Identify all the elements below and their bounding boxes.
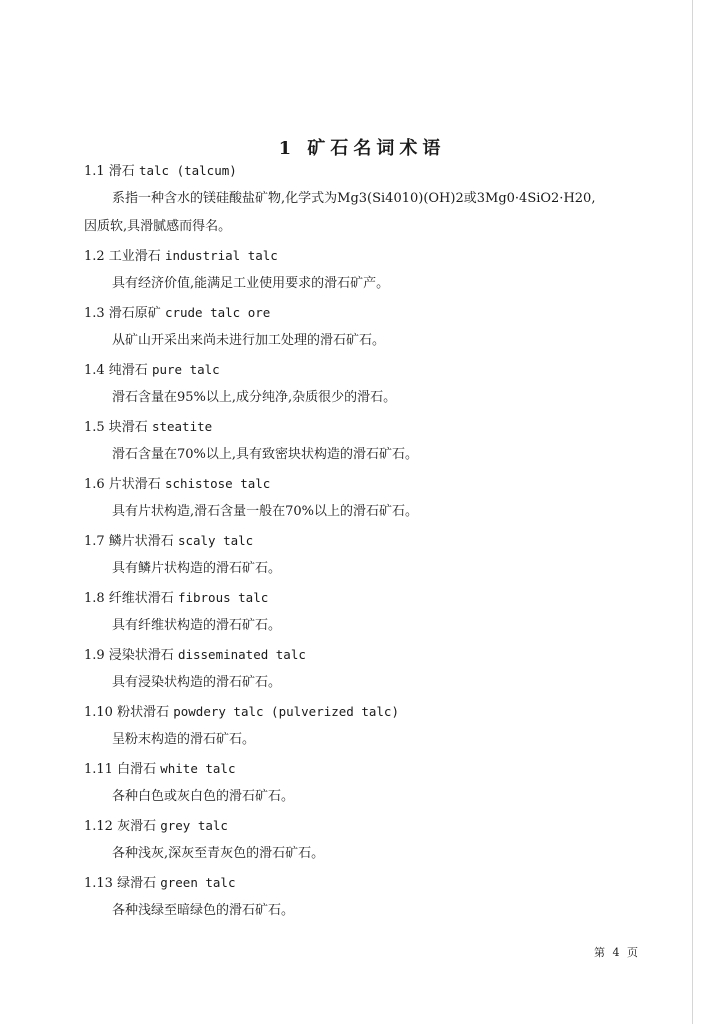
term-definition <box>84 327 684 355</box>
term-number-cn: 1.12 灰滑石 <box>84 819 161 834</box>
term-english: industrial talc <box>164 248 278 263</box>
definition-line: 各种白色或灰白色的滑石矿石。 <box>112 789 295 804</box>
term-number-cn: 1.13 绿滑石 <box>84 876 161 891</box>
term-number-cn: 1.4 纯滑石 <box>84 363 152 378</box>
term-definition <box>84 555 684 583</box>
term-entry-1-3 <box>84 298 684 355</box>
term-entry-1-10 <box>84 697 684 754</box>
term-definition <box>84 726 684 754</box>
term-heading <box>84 697 684 726</box>
term-number-cn: 1.2 工业滑石 <box>84 249 165 264</box>
term-heading <box>84 811 684 840</box>
term-english: crude talc ore <box>164 305 271 320</box>
definition-line: 各种浅绿至暗绿色的滑石矿石。 <box>112 903 295 918</box>
definition-line: 滑石含量在95%以上,成分纯净,杂质很少的滑石。 <box>112 390 397 405</box>
term-number-cn: 1.8 纤维状滑石 <box>84 591 178 606</box>
term-entry-1-9 <box>84 640 684 697</box>
term-definition <box>84 384 684 412</box>
term-heading <box>84 469 684 498</box>
term-english: schistose talc <box>164 476 271 491</box>
term-english: talc (talcum) <box>138 163 237 178</box>
term-definition <box>84 783 684 811</box>
term-heading <box>84 156 684 185</box>
term-entry-1-12 <box>84 811 684 868</box>
term-english: scaly talc <box>177 533 254 548</box>
term-heading <box>84 298 684 327</box>
term-entry-1-6 <box>84 469 684 526</box>
definition-line: 系指一种含水的镁硅酸盐矿物,化学式为Mg3(Si4010)(OH)2或3Mg0·4SiO2·H20, <box>112 191 596 206</box>
definition-line: 具有纤维状构造的滑石矿石。 <box>112 618 282 633</box>
term-entry-1-5 <box>84 412 684 469</box>
term-definition <box>84 441 684 469</box>
definition-line: 具有浸染状构造的滑石矿石。 <box>112 675 282 690</box>
term-english: powdery talc (pulverized talc) <box>173 704 399 719</box>
term-number-cn: 1.6 片状滑石 <box>84 477 165 492</box>
term-number-cn: 1.9 浸染状滑石 <box>84 648 178 663</box>
definition-line: 从矿山开采出来尚未进行加工处理的滑石矿石。 <box>112 333 386 348</box>
definition-line: 各种浅灰,深灰至青灰色的滑石矿石。 <box>112 846 325 861</box>
term-entry-1-11 <box>84 754 684 811</box>
term-entry-1-7 <box>84 526 684 583</box>
term-definition <box>84 840 684 868</box>
term-heading <box>84 241 684 270</box>
term-english: green talc <box>160 875 236 890</box>
term-entry-1-1 <box>84 156 684 241</box>
definition-line: 具有片状构造,滑石含量一般在70%以上的滑石矿石。 <box>112 504 419 519</box>
term-heading <box>84 412 684 441</box>
term-english: steatite <box>151 419 213 434</box>
term-number-cn: 1.11 白滑石 <box>84 762 161 777</box>
term-english: disseminated talc <box>177 647 306 662</box>
page-number: 第 4 页 <box>594 946 640 959</box>
term-english: white talc <box>160 761 236 776</box>
term-entry-1-2 <box>84 241 684 298</box>
term-entry-1-8 <box>84 583 684 640</box>
term-definition <box>84 897 684 925</box>
definition-line: 具有经济价值,能满足工业使用要求的滑石矿产。 <box>112 276 390 291</box>
term-english: fibrous talc <box>177 590 269 605</box>
definition-line: 具有鳞片状构造的滑石矿石。 <box>112 561 282 576</box>
term-definition <box>84 270 684 298</box>
term-definition <box>84 498 684 526</box>
term-heading <box>84 355 684 384</box>
term-heading <box>84 526 684 555</box>
term-definition <box>84 612 684 640</box>
term-heading <box>84 640 684 669</box>
term-number-cn: 1.5 块滑石 <box>84 420 152 435</box>
term-number-cn: 1.7 鳞片状滑石 <box>84 534 178 549</box>
term-entry-1-13 <box>84 868 684 925</box>
term-definition <box>84 185 684 241</box>
term-heading <box>84 754 684 783</box>
term-entry-1-4 <box>84 355 684 412</box>
term-number-cn: 1.3 滑石原矿 <box>84 306 165 321</box>
page-title: 1 矿石名词术语 <box>278 138 446 160</box>
terms-list <box>84 156 684 925</box>
term-english: pure talc <box>151 362 220 377</box>
term-english: grey talc <box>160 818 228 833</box>
term-definition <box>84 669 684 697</box>
definition-line: 呈粉末构造的滑石矿石。 <box>112 732 256 747</box>
term-number-cn: 1.10 粉状滑石 <box>84 705 174 720</box>
definition-line: 因质软,具滑腻感而得名。 <box>84 219 232 234</box>
definition-line: 滑石含量在70%以上,具有致密块状构造的滑石矿石。 <box>112 447 419 462</box>
term-heading <box>84 583 684 612</box>
term-number-cn: 1.1 滑石 <box>84 164 139 179</box>
term-heading <box>84 868 684 897</box>
